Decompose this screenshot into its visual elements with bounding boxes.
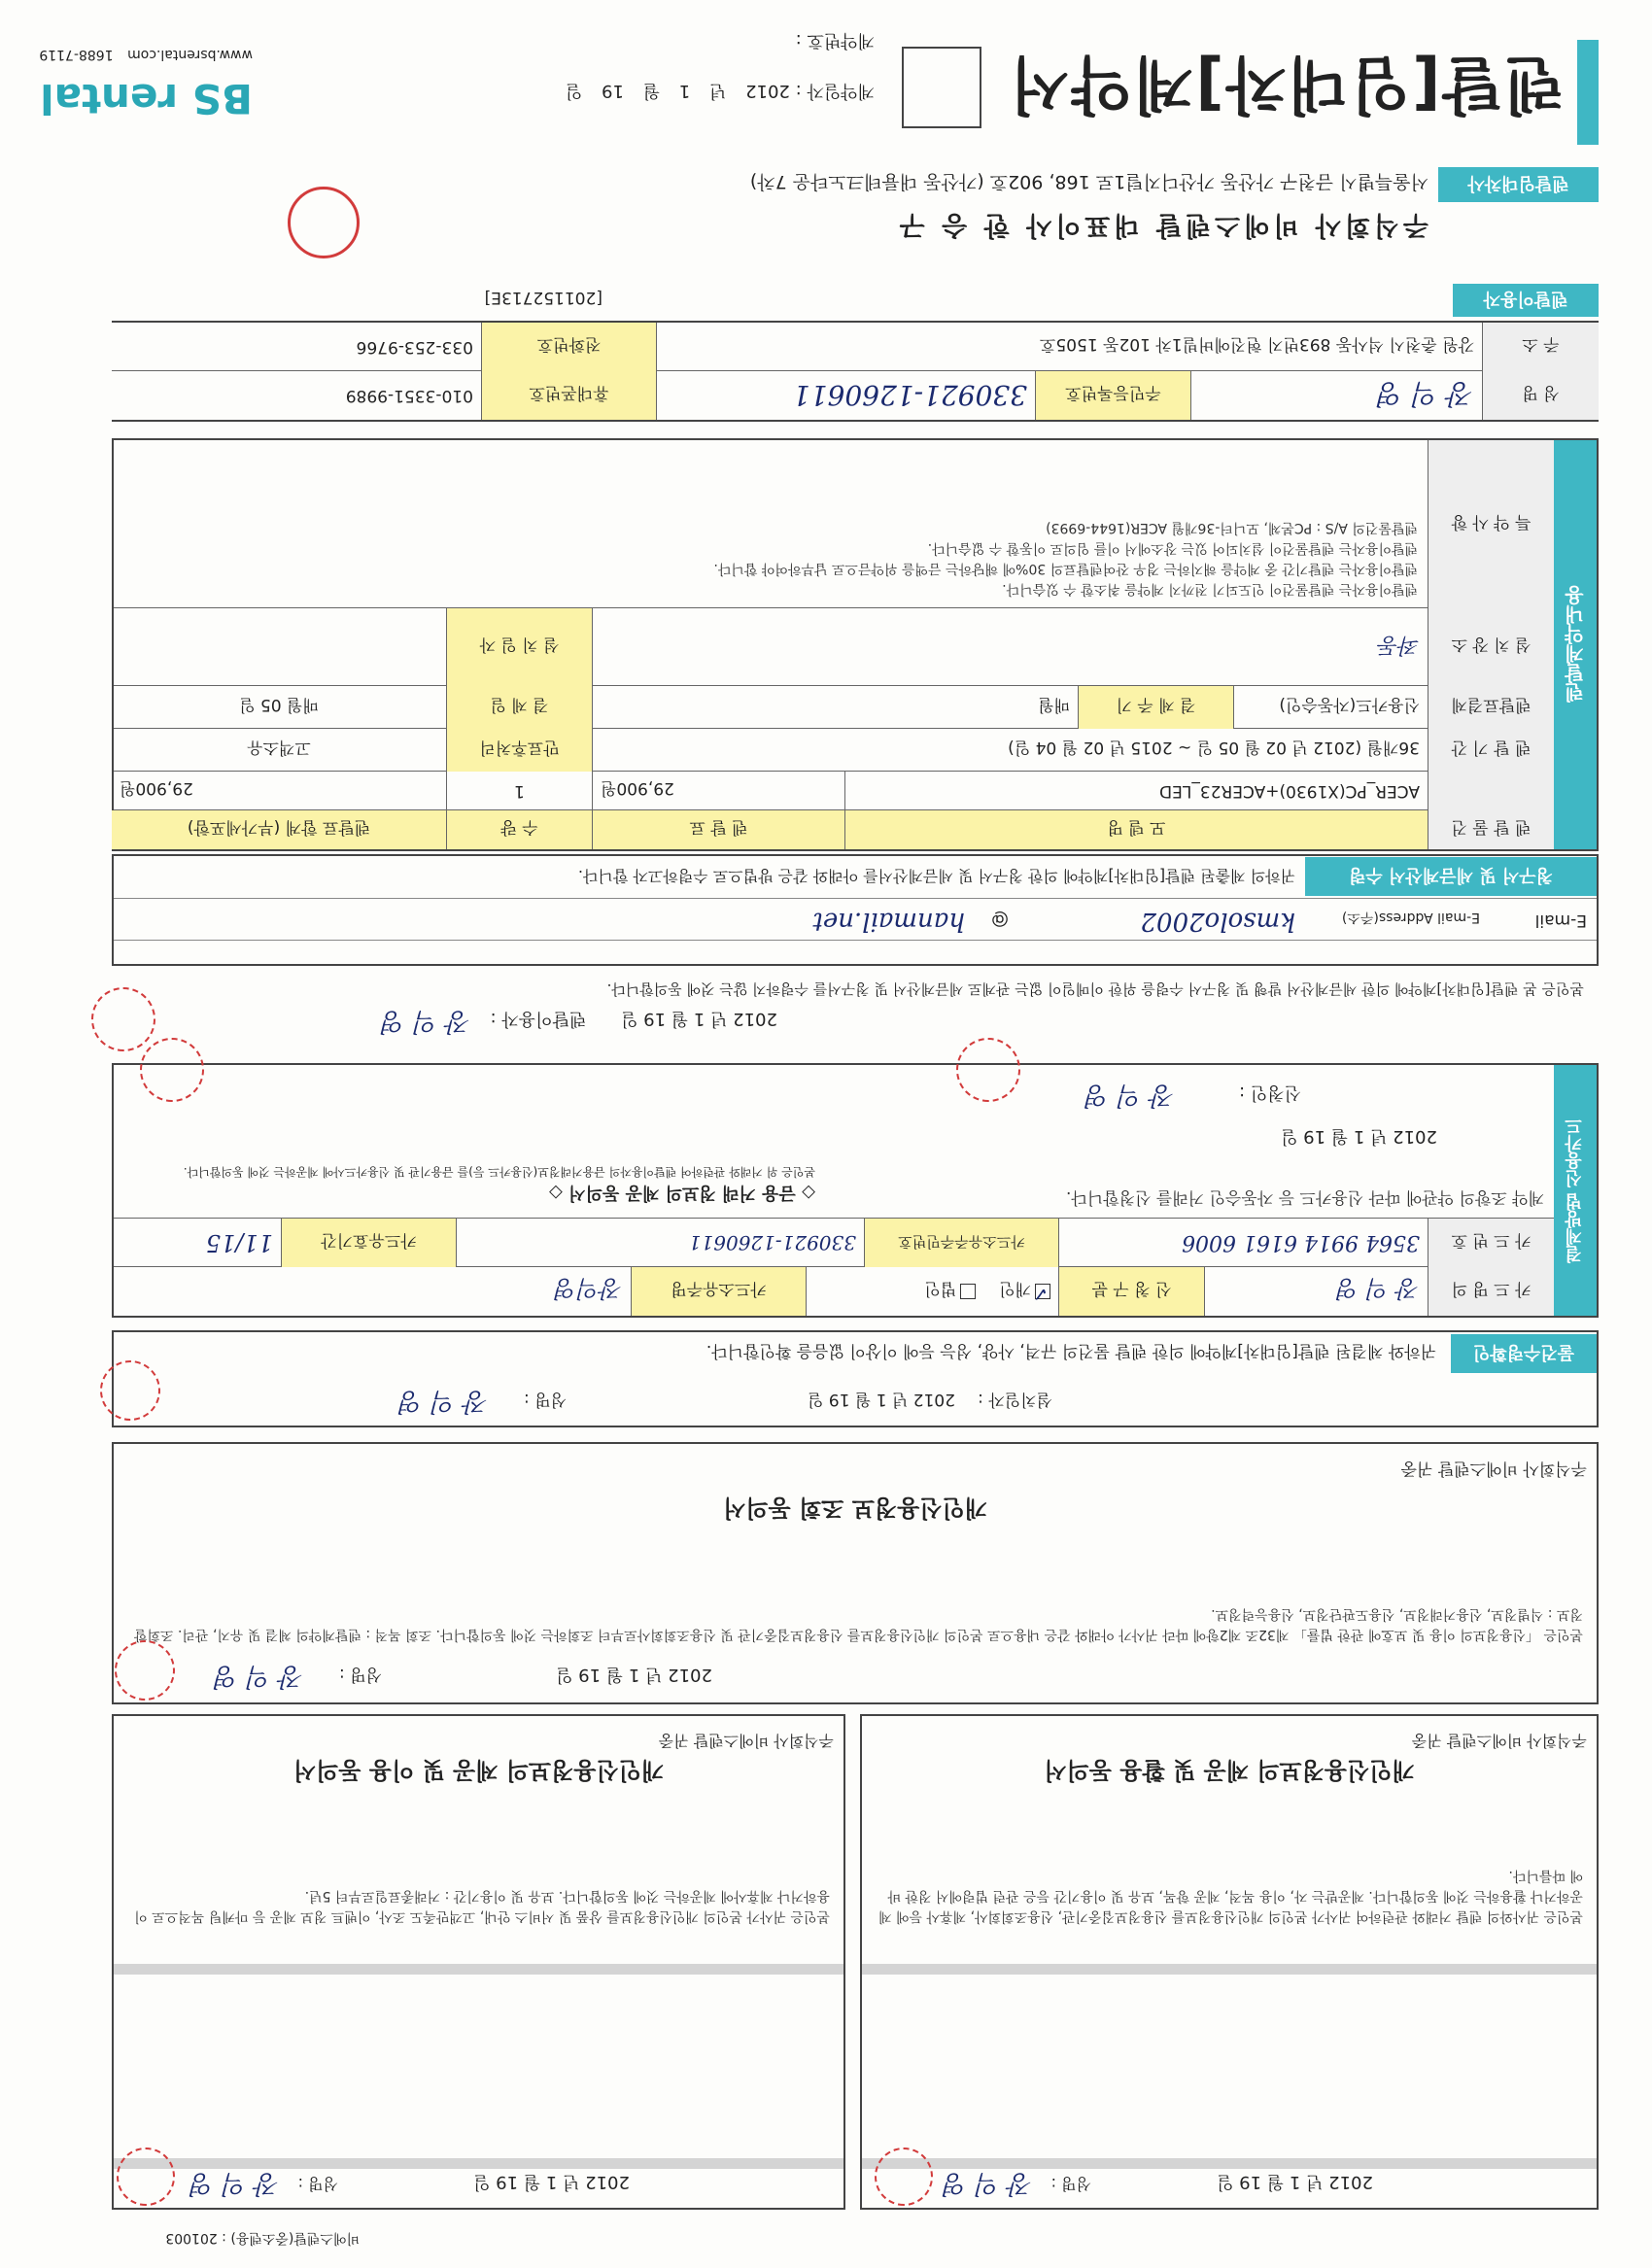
- rental-row-install: [114, 607, 1554, 686]
- consent-provide-body: 본인은 귀사와의 렌탈 거래와 관련하여 귀사가 본인의 개인신용정보를 신용정보집중기관, 신용조회회사, 제휴사 등에 제공하거나 활용하는 것에 동의합니다. 제공받는 자, 이용 목적, 제공 항목, 보유 및 이용기간 등은 관련 법령에서 정한 바에 따릅니다.: [878, 1868, 1583, 1924]
- brand-phone: 1688-7119: [39, 47, 114, 62]
- billing-desc: 귀하의 제출된 렌탈[임대차]계약에 의한 청구서 및 세금계산서를 아래와 같은 방법으로 수령하고자 합니다.: [577, 867, 1295, 885]
- contract-date: [566, 80, 875, 105]
- card-owner-id-value: 330921-1260611: [456, 1219, 864, 1267]
- rental-fee-value: 29,900원: [592, 772, 844, 810]
- title-bar-accent: [1577, 40, 1599, 145]
- finance-title: ◇ 금융 거래 정보의 제공 동의서 ◇: [549, 1183, 815, 1203]
- blur-band: [114, 1964, 843, 1975]
- brand-logo: [40, 75, 253, 122]
- billing-notice: 본인은 본 렌탈[임대차]계약에 의한 세금계산서 발행 및 청구서 수령을 위한 이메일이 없는 관계로 세금계산서 및 청구서를 수령하지 않는 것에 동의합니다.: [606, 980, 1584, 998]
- billing-label: 청구서 및 세금계산서 수령: [1305, 857, 1597, 896]
- consent-inquiry: [112, 1442, 1599, 1704]
- rental-row-item: [114, 771, 1554, 810]
- consent-use-signer-label: 성명 :: [297, 2175, 338, 2193]
- billing-signer-label: 렌탈이용자 :: [490, 1009, 587, 1029]
- consent-provide-signer: 장 익 영: [944, 2169, 1033, 2198]
- lessor-label: 렌탈임대차사: [1438, 167, 1599, 202]
- payment-label: 결제방법 신용카드: [1554, 1065, 1597, 1316]
- billing-date: 2012 년 1 월 19 일: [621, 1009, 777, 1029]
- card-no-value: 3564 9914 6161 6006: [1058, 1219, 1428, 1267]
- email-address-label: E-mail Address(주소): [1341, 910, 1480, 925]
- lessor-company: 주식회사 비에스렌탈 대표이사 한 승 구: [895, 210, 1428, 240]
- rental-install-date-value: [112, 608, 446, 686]
- rental-payment-method: 신용카드(자동승인): [1233, 686, 1428, 729]
- rental-payday-label: 결 제 일: [446, 686, 592, 729]
- rental-row-label: 렌탈료결제: [1428, 686, 1554, 729]
- brand-url: www.bsrental.com: [127, 47, 253, 62]
- rental-total-value: 29,900원: [120, 778, 193, 799]
- confirm-label: 물건수령확인: [1451, 1334, 1597, 1373]
- card-no-label: 카 드 번 호: [1428, 1219, 1554, 1267]
- billing-section: [112, 854, 1599, 966]
- contract-date-year: 2012: [745, 81, 790, 101]
- confirm-section: [112, 1330, 1599, 1427]
- finance-text: 본인은 위 거래와 관련하여 렌탈이용자의 금융거래정보(신용카드 등)를 금융기관 및 신용카드사에 제공하는 것에 동의합니다.: [183, 1165, 815, 1179]
- consent-inquiry-signer-label: 성명 :: [339, 1665, 382, 1684]
- card-owner-label: 카드소유주명: [631, 1267, 806, 1316]
- payment-date: 2012 년 1 월 19 일: [1281, 1126, 1437, 1147]
- rental-row-label: 특 약 사 항: [1428, 440, 1554, 608]
- use-signature-mark: [117, 2148, 175, 2206]
- rental-col-qty: 수 량: [446, 810, 592, 849]
- inquiry-signature-mark: [115, 1640, 175, 1701]
- confirm-signer-label: 성명 :: [524, 1390, 567, 1409]
- contract-date-year-unit: 년: [708, 81, 727, 101]
- user-addr-value: 강원 춘천시 석사동 893번지 현진에버빌1차 102동 1505호: [656, 323, 1482, 371]
- rental-row-label: 렌 탈 기 간: [1428, 729, 1554, 772]
- consent-inquiry-title: 개인신용정보 조회 동의서: [723, 1495, 987, 1522]
- rental-row-period: [114, 728, 1554, 772]
- rental-row-label: 설 치 장 소: [1428, 608, 1554, 686]
- email-domain: hanmail.net: [812, 907, 965, 936]
- rental-row-label: 렌 탈 물 건: [1428, 810, 1554, 849]
- user-addr-label: 주 소: [1482, 323, 1599, 371]
- contract-date-day-unit: 일: [565, 81, 583, 101]
- billing-signature-mark: [91, 987, 155, 1051]
- rental-end-label: 만료후처리: [446, 729, 592, 772]
- rental-special-terms: [114, 440, 1554, 608]
- consent-provide-signer-label: 성명 :: [1050, 2175, 1091, 2193]
- card-type-options: [806, 1267, 1058, 1316]
- user-tel-value: 033-253-9766: [356, 337, 473, 357]
- rental-section-label: 렌탈계약내용: [1554, 440, 1597, 849]
- rental-col-fee: 렌 탈 료: [592, 810, 844, 849]
- contract-date-month-unit: 월: [642, 81, 661, 101]
- payment-applicant-row: [1085, 1080, 1301, 1116]
- user-phone-value: 010-3351-9989: [345, 386, 473, 405]
- document-title: 렌탈[임대차]계약서: [1007, 48, 1565, 120]
- rental-model-value: ACER_PC(X1930)+ACER23_LED: [844, 772, 1428, 810]
- email-at: @: [991, 910, 1009, 930]
- card-type-label: 신 청 구 분: [1058, 1267, 1204, 1316]
- rental-row-label: [1428, 772, 1554, 810]
- rental-qty-value: 1: [446, 772, 592, 810]
- company-seal: [288, 187, 360, 258]
- payment-agree-text: 계약 조항의 약관에 따라 신용카드 등 자동승인 거래를 신청합니다.: [1065, 1187, 1544, 1207]
- rental-payday-value: 매월 05 일: [239, 695, 319, 715]
- special-terms-list: [123, 517, 1418, 599]
- contract-date-label: 계약일자 :: [795, 81, 875, 101]
- payment-signature-mark: [956, 1038, 1020, 1102]
- billing-sign-row: [382, 1006, 777, 1042]
- email-label: E-mail: [1534, 911, 1587, 930]
- confirm-signature-mark: [100, 1360, 160, 1421]
- type-corporate-label: 법인: [924, 1279, 957, 1299]
- payment-applicant: 장 익 영: [1085, 1081, 1176, 1110]
- rental-cycle-value: 매월: [592, 686, 1078, 729]
- user-tel-label: 전화번호: [481, 323, 656, 371]
- rental-row-item-header: [114, 809, 1554, 849]
- consent-use-signer: 장 익 영: [190, 2169, 280, 2198]
- rental-end-value: 고객소유: [247, 738, 311, 758]
- special-term: 렌탈물건의 A/S : PC본체, 모니터-36개월 ACER(1644-6993): [1046, 520, 1418, 535]
- contract-no-label: 계약번호 :: [795, 30, 875, 51]
- confirm-text: 귀하와 체결된 렌탈[임대차]계약에 의한 렌탈 물건의 규격, 사양, 성능 등에 이상이 없음을 확인합니다.: [706, 1341, 1436, 1360]
- contract-date-month: 1: [678, 81, 691, 101]
- consent-provide-date: 2012 년 1 월 19 일: [1217, 2172, 1373, 2192]
- user-id-label: 주민등록번호: [1035, 371, 1190, 420]
- brand-name: BS rental: [40, 75, 253, 122]
- blur-band: [862, 1964, 1597, 1975]
- consent-use-body: 본인은 귀사가 본인의 개인신용정보를 상품 및 서비스 안내, 고객만족도 조사, 이벤트 정보 제공 등 마케팅 목적으로 이용하거나 제휴사에 제공하는 것에 동의합니다. 보유 및 이용기간 : 거래종료일로부터 5년.: [134, 1888, 830, 1924]
- confirm-date-label: 설치일자 :: [978, 1390, 1052, 1409]
- special-term: 렌탈이용자는 렌탈물건이 인도되기 전까지 계약을 취소할 수 있습니다.: [1002, 581, 1418, 597]
- card-holder-value: 장 익 영: [1204, 1267, 1428, 1316]
- consent-inquiry-signer: 장 익 영: [215, 1662, 304, 1691]
- payment-sign-row: [1281, 1125, 1437, 1151]
- user-phone-label: 휴대폰번호: [481, 371, 656, 420]
- rental-col-model: 모 델 명: [844, 810, 1428, 849]
- billing-signer: 장 익 영: [381, 1007, 471, 1036]
- special-term: 렌탈이용자는 렌탈물건이 설치되어 있는 장소에서 이를 임의로 이동할 수 없습니다.: [927, 540, 1418, 556]
- email-row: [114, 898, 1597, 941]
- user-id-value: 330921-1260611: [656, 371, 1035, 420]
- user-name-value: 장 익 영: [1190, 371, 1482, 420]
- consent-inquiry-to: 주식회사 비에스렌탈 귀중: [1400, 1459, 1587, 1478]
- consent-provide-title: 개인신용정보의 제공 및 활용 동의서: [1044, 1757, 1415, 1784]
- rental-install-date-label: 설 치 일 자: [446, 608, 592, 686]
- consent-use-title: 개인신용정보의 제공 및 이용 동의서: [293, 1757, 665, 1784]
- provide-signature-mark: [875, 2148, 933, 2206]
- contract-date-day: 19: [602, 81, 624, 101]
- consent-use: [112, 1714, 845, 2210]
- payment-applicant-label: 신청인 :: [1239, 1082, 1301, 1103]
- rental-row-payment: [114, 685, 1554, 729]
- special-term: 렌탈이용자는 렌탈기간 중 계약을 해지하는 경우 잔여렌탈료의 30%에 해당하는 금액을 위약금으로 납부하여야 합니다.: [713, 561, 1418, 576]
- user-reg-no: [201152713E]: [484, 288, 602, 307]
- rental-period-value: 36개월 (2012 년 02 월 05 일 ~ 2015 년 02 월 04 일): [592, 729, 1428, 772]
- rental-cycle-label: 결 제 주 기: [1078, 686, 1233, 729]
- rental-section: [112, 438, 1599, 851]
- brand-contact: [39, 47, 253, 62]
- consent-use-to: 주식회사 비에스렌탈 귀중: [658, 1732, 834, 1750]
- user-section: [112, 266, 1599, 422]
- blank-box: [902, 47, 981, 128]
- lessor-address: 서울특별시 금천구 가산동 가산디지털1로 168, 902호 (가산동 대륭테크노타운 7차): [749, 171, 1428, 192]
- rental-install-place: 좌동: [592, 608, 1428, 686]
- type-corporate-checkbox[interactable]: [960, 1284, 976, 1299]
- card-expiry-label: 카드유효기간: [281, 1219, 456, 1267]
- confirm-date: 2012 년 1 월 19 일: [808, 1390, 955, 1409]
- payment-grid: [114, 1081, 1554, 1316]
- card-expiry-value: 11/15: [205, 1229, 273, 1256]
- user-label: 렌탈이용자: [1453, 284, 1599, 317]
- rental-col-total: 렌탈료 합계 (부가세포함): [112, 810, 446, 849]
- consent-inquiry-date: 2012 년 1 월 19 일: [556, 1665, 712, 1685]
- card-owner-value: 장익영: [555, 1275, 623, 1303]
- consent-inquiry-body: 본인은 「신용정보의 이용 및 보호에 관한 법률」 제32조 제2항에 따라 귀사가 아래와 같은 내용으로 본인의 개인신용정보를 신용정보집중기관 및 신용조회회사로부터 조회하는 것에 동의합니다. 조회 목적 : 렌탈계약의 체결 및 유지, 관리. 조회할 정보 : 식별정보, 신용거래정보, 신용도판단정보, 신용능력정보.: [133, 1606, 1583, 1642]
- type-personal-label: 개인: [999, 1279, 1031, 1299]
- finance-signature-mark: [140, 1038, 204, 1102]
- consent-provide: [860, 1714, 1599, 2210]
- form-code: 비에스렌탈(중소렌용) : 201003: [165, 2230, 360, 2246]
- confirm-signer: 장 익 영: [399, 1387, 489, 1416]
- email-id: kmsolo2002: [1140, 907, 1295, 936]
- payment-section: [112, 1063, 1599, 1318]
- card-holder-label: 카 드 명 의: [1428, 1267, 1554, 1316]
- consent-provide-to: 주식회사 비에스렌탈 귀중: [1411, 1732, 1587, 1750]
- consent-use-date: 2012 년 1 월 19 일: [473, 2172, 630, 2192]
- type-personal-checkbox[interactable]: ✓: [1032, 1283, 1049, 1306]
- card-owner-id-label: 카드소유주주민번호: [864, 1219, 1058, 1267]
- user-name-label: 성 명: [1482, 371, 1599, 420]
